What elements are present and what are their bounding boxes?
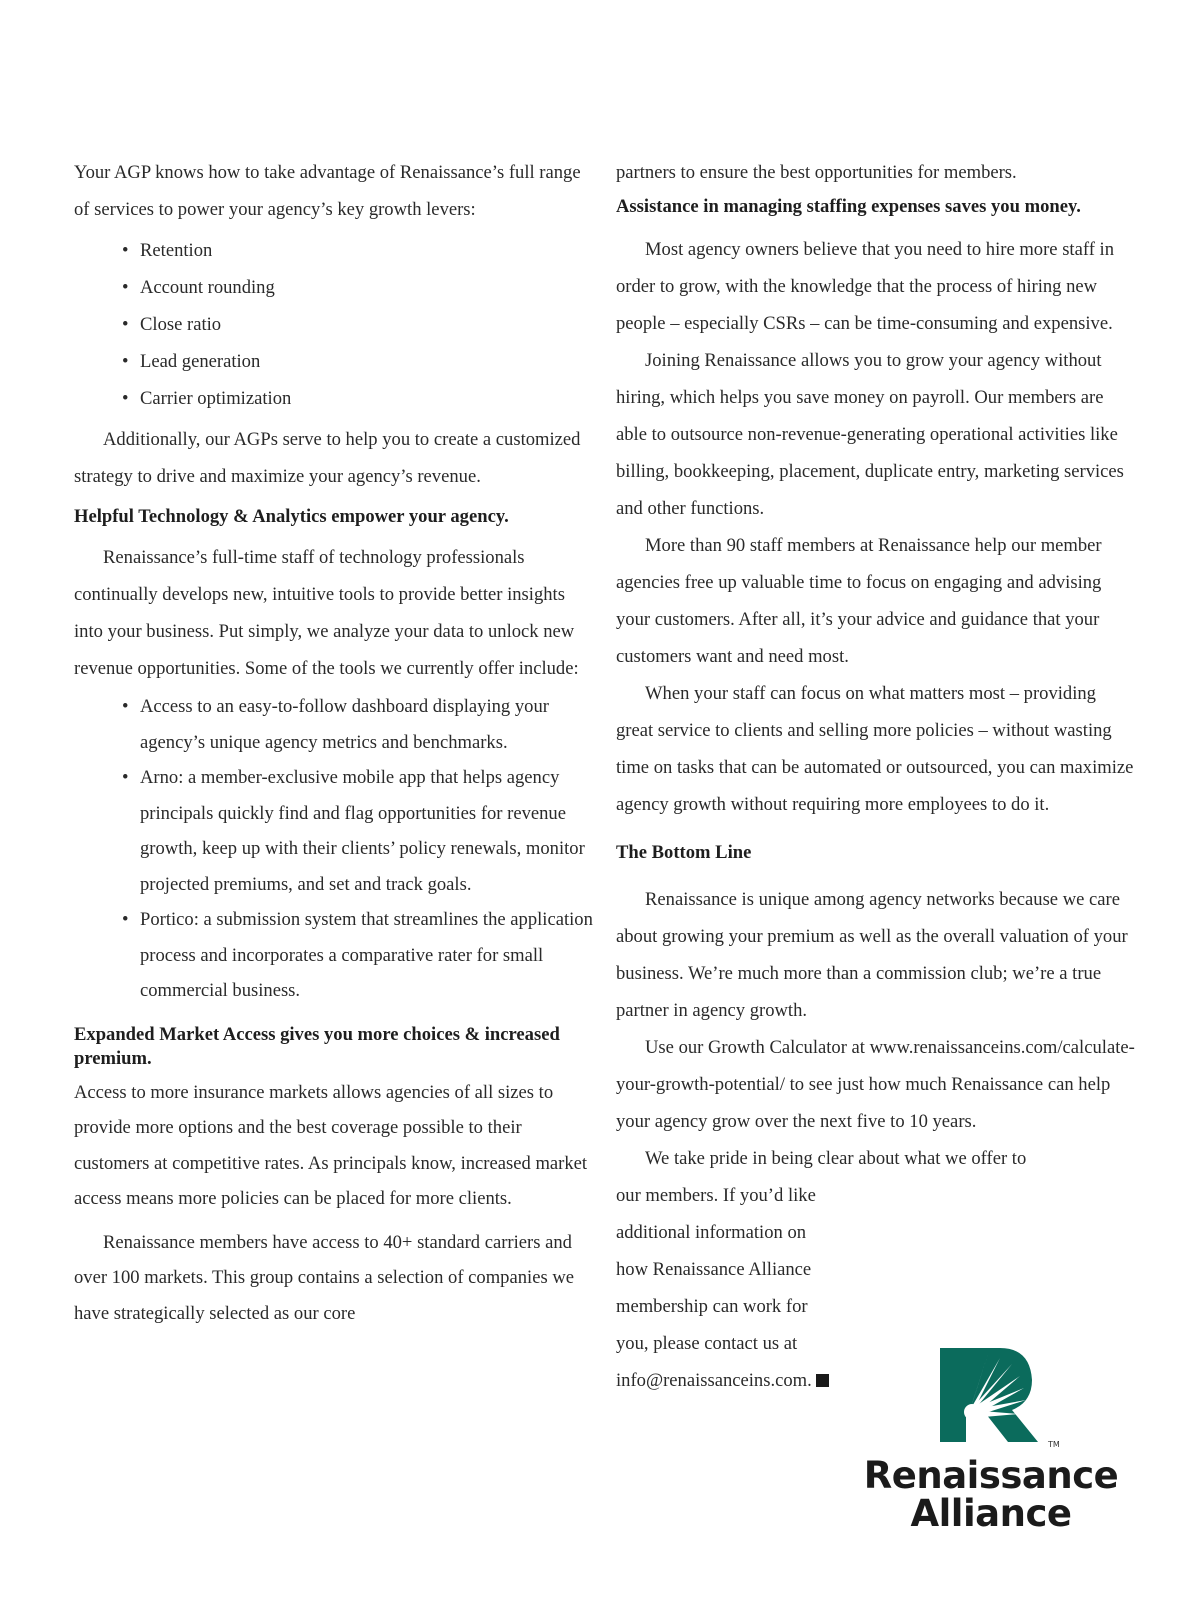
list-item: • Access to an easy-to-follow dashboard displaying your agency’s unique agency metrics and benchmarks. — [74, 689, 594, 760]
members-paragraph: Renaissance members have access to 40+ standard carriers and over 100 markets. This group contains a selection of companies we have strategically selected as our core — [74, 1231, 575, 1324]
contact-line: additional information on — [616, 1222, 807, 1243]
market-access-heading: Expanded Market Access gives you more choices & increased premium. — [74, 1023, 560, 1069]
market-access-paragraph: Access to more insurance markets allows agencies of all sizes to provide more options and the best coverage possible to their customers at competitive rates. As principals know, increased market access means more policies can be placed for more clients. — [74, 1081, 588, 1209]
bottom-line-paragraph-1: Renaissance is unique among agency networks because we care about growing your premium as well as the overall valuation of your business. We’re much more than a commission club; we’re a true partner in agency growth. — [616, 889, 1128, 1021]
staffing-paragraph-2: Joining Renaissance allows you to grow your agency without hiring, which helps you save money on payroll. Our members are able to outsource non-revenue-generating operational activities like billing, bookkeeping, placement, duplicate entry, marketing services and other functions. — [616, 350, 1124, 519]
technology-heading: Helpful Technology & Analytics empower your agency. — [74, 506, 509, 527]
list-item: • Close ratio — [74, 306, 594, 343]
growth-levers-list — [74, 232, 594, 417]
technology-paragraph: Renaissance’s full-time staff of technology professionals continually develops new, intuitive tools to provide better insights into your business. Put simply, we analyze your data to unlock new revenue opportunities. Some of the tools we currently offer include: — [74, 547, 579, 679]
staffing-paragraph-3: More than 90 staff members at Renaissance help our member agencies free up valuable time to focus on engaging and advising your customers. After all, it’s your advice and guidance that your customers want and need most. — [616, 535, 1102, 667]
tools-list — [74, 689, 594, 1009]
additional-paragraph: Additionally, our AGPs serve to help you to create a customized strategy to drive and maximize your agency’s revenue. — [74, 429, 581, 487]
contact-line: you, please contact us at — [616, 1333, 798, 1354]
contact-line: how Renaissance Alliance — [616, 1259, 812, 1280]
right-column — [616, 154, 1136, 1399]
staffing-paragraph-1: Most agency owners believe that you need to hire more staff in order to grow, with the knowledge that the process of hiring new people – especially CSRs – can be time-consuming and expensive. — [616, 239, 1115, 334]
list-item: • Portico: a submission system that streamlines the application process and incorporates a comparative rater for small commercial business. — [74, 902, 594, 1009]
list-item: • Carrier optimization — [74, 380, 594, 417]
left-column — [74, 154, 594, 1331]
logo-line-1: Renaissance — [863, 1454, 1119, 1497]
trademark-label: TM — [1048, 1440, 1060, 1449]
logo-line-2: Alliance — [910, 1492, 1072, 1535]
intro-paragraph: Your AGP knows how to take advantage of Renaissance’s full range of services to power your agency’s key growth levers: — [74, 162, 581, 220]
contact-line: We take pride in being clear about what we offer to — [645, 1148, 1027, 1169]
staffing-heading: Assistance in managing staffing expenses saves you money. — [616, 196, 1081, 217]
continued-paragraph: partners to ensure the best opportunities for members. — [616, 162, 1017, 183]
bottom-line-paragraph-2: Use our Growth Calculator at www.renaissanceins.com/calculate-your-growth-potential/ to see just how much Renaissance can help your agency grow over the next five to 10 years. — [616, 1037, 1135, 1132]
renaissance-alliance-logo — [860, 1340, 1122, 1540]
r-starburst-icon — [860, 1340, 1122, 1452]
list-item: • Account rounding — [74, 269, 594, 306]
list-item: • Retention — [74, 232, 594, 269]
list-item: • Arno: a member-exclusive mobile app that helps agency principals quickly find and flag opportunities for revenue growth, keep up with their clients’ policy renewals, monitor projected premiums, and set and track goals. — [74, 760, 594, 902]
bottom-line-heading: The Bottom Line — [616, 842, 752, 863]
contact-line: our members. If you’d like — [616, 1185, 816, 1206]
staffing-paragraph-4: When your staff can focus on what matters most – providing great service to clients and selling more policies – without wasting time on tasks that can be automated or outsourced, you can maximize agency growth without requiring more employees to do it. — [616, 683, 1134, 815]
contact-email: info@renaissanceins.com. — [616, 1370, 812, 1391]
contact-line: membership can work for — [616, 1296, 808, 1317]
list-item: • Lead generation — [74, 343, 594, 380]
end-of-article-mark — [816, 1374, 829, 1387]
